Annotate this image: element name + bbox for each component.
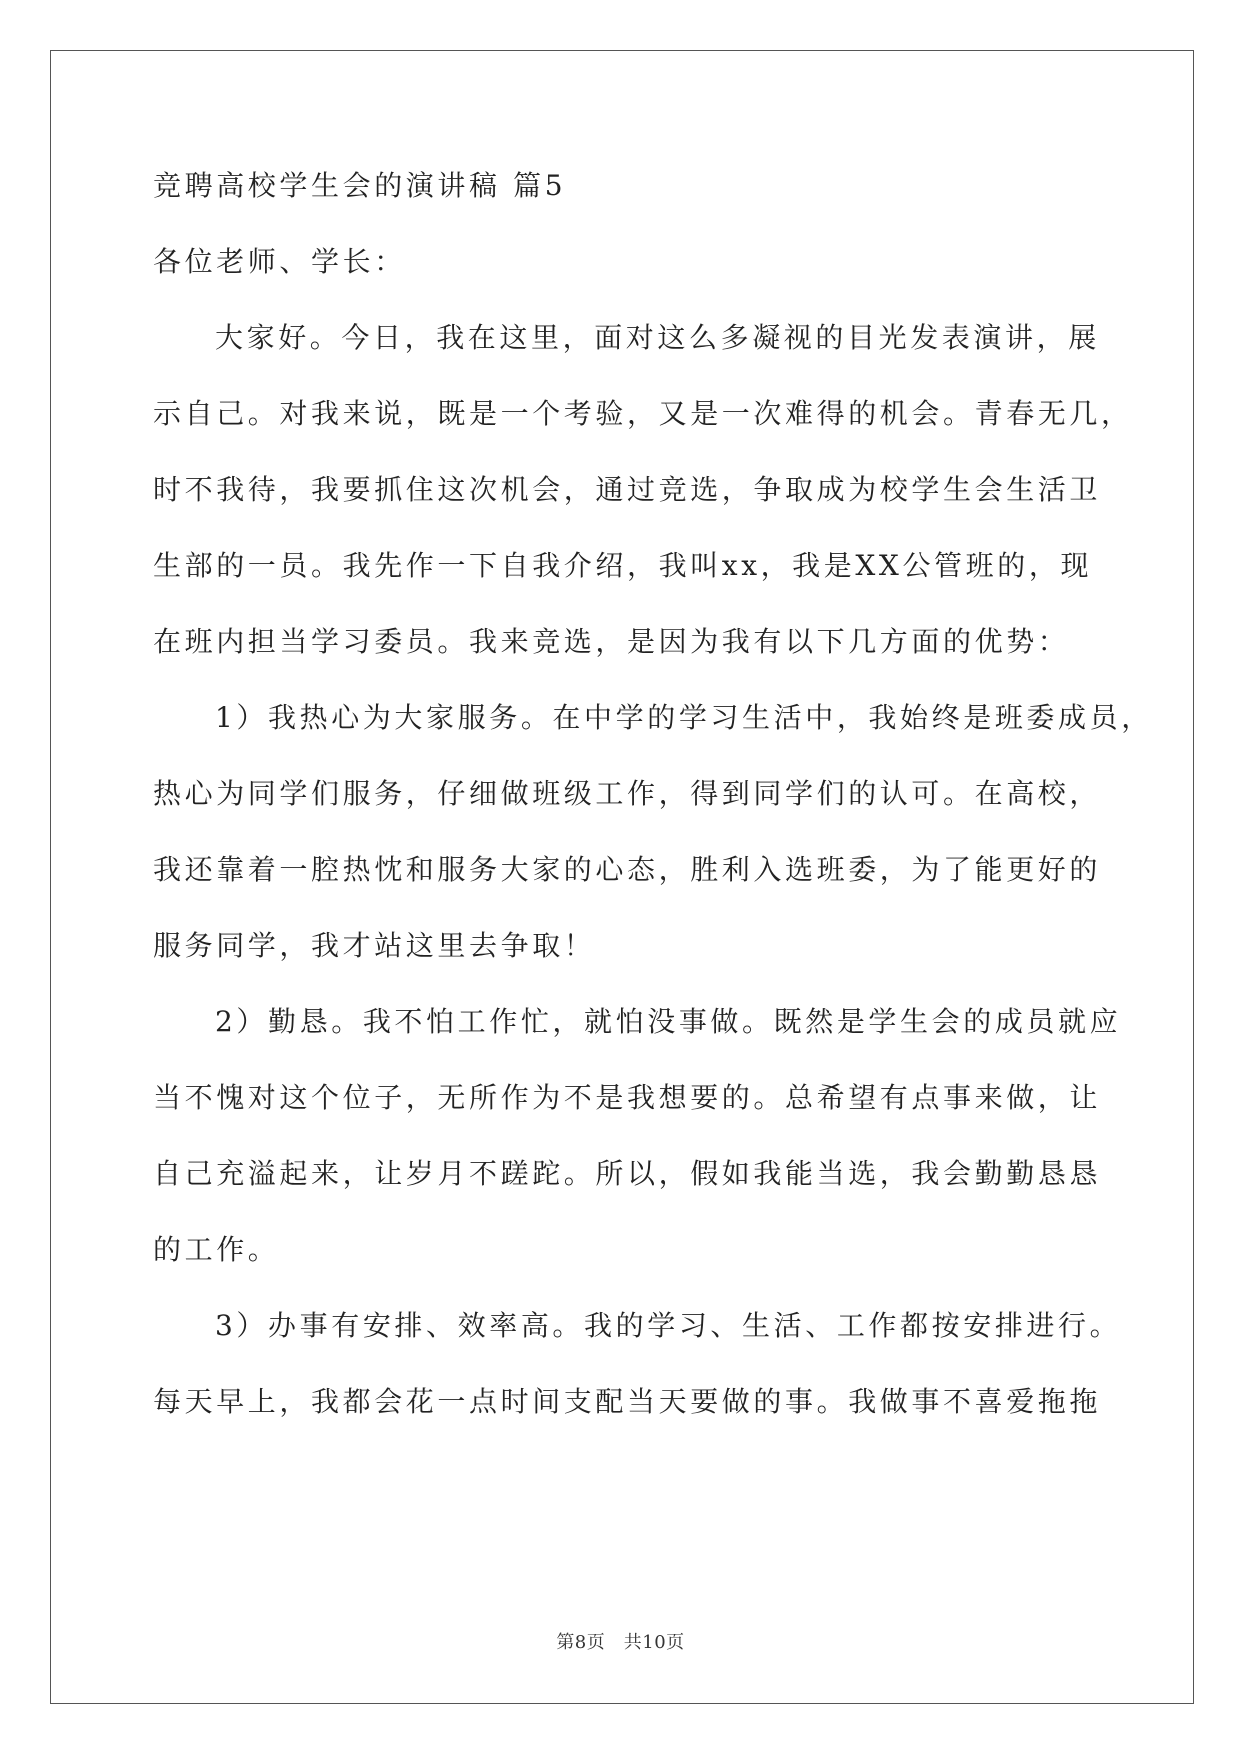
document-title: 竞聘高校学生会的演讲稿 篇5 bbox=[153, 169, 567, 202]
text-line: 热心为同学们服务，仔细做班级工作，得到同学们的认可。在高校， bbox=[153, 777, 1102, 810]
text-line: 时不我待，我要抓住这次机会，通过竞选，争取成为校学生会生活卫 bbox=[153, 473, 1102, 506]
text-line: 1）我热心为大家服务。在中学的学习生活中，我始终是班委成员， bbox=[215, 701, 1153, 734]
text-line: 每天早上，我都会花一点时间支配当天要做的事。我做事不喜爱拖拖 bbox=[153, 1385, 1102, 1418]
text-line: 2）勤恳。我不怕工作忙，就怕没事做。既然是学生会的成员就应 bbox=[215, 1005, 1122, 1038]
text-line: 在班内担当学习委员。我来竞选，是因为我有以下几方面的优势： bbox=[153, 625, 1070, 658]
text-line: 大家好。今日，我在这里，面对这么多凝视的目光发表演讲，展 bbox=[215, 321, 1100, 354]
page-number: 第8页 共10页 bbox=[556, 1632, 685, 1653]
text-line: 的工作。 bbox=[153, 1233, 280, 1266]
text-line: 服务同学，我才站这里去争取！ bbox=[153, 929, 596, 962]
body-text bbox=[153, 320, 1153, 1419]
text-line: 自己充溢起来，让岁月不蹉跎。所以，假如我能当选，我会勤勤恳恳 bbox=[153, 1157, 1102, 1190]
text-line: 生部的一员。我先作一下自我介绍，我叫xx，我是XX公管班的，现 bbox=[153, 549, 1093, 582]
text-line: 我还靠着一腔热忱和服务大家的心态，胜利入选班委，为了能更好的 bbox=[153, 853, 1102, 886]
text-line: 当不愧对这个位子，无所作为不是我想要的。总希望有点事来做，让 bbox=[153, 1081, 1102, 1114]
text-line: 3）办事有安排、效率高。我的学习、生活、工作都按安排进行。 bbox=[215, 1309, 1122, 1342]
text-line: 示自己。对我来说，既是一个考验，又是一次难得的机会。青春无几， bbox=[153, 397, 1133, 430]
document-body bbox=[153, 168, 1153, 1460]
greeting: 各位老师、学长： bbox=[153, 245, 406, 278]
